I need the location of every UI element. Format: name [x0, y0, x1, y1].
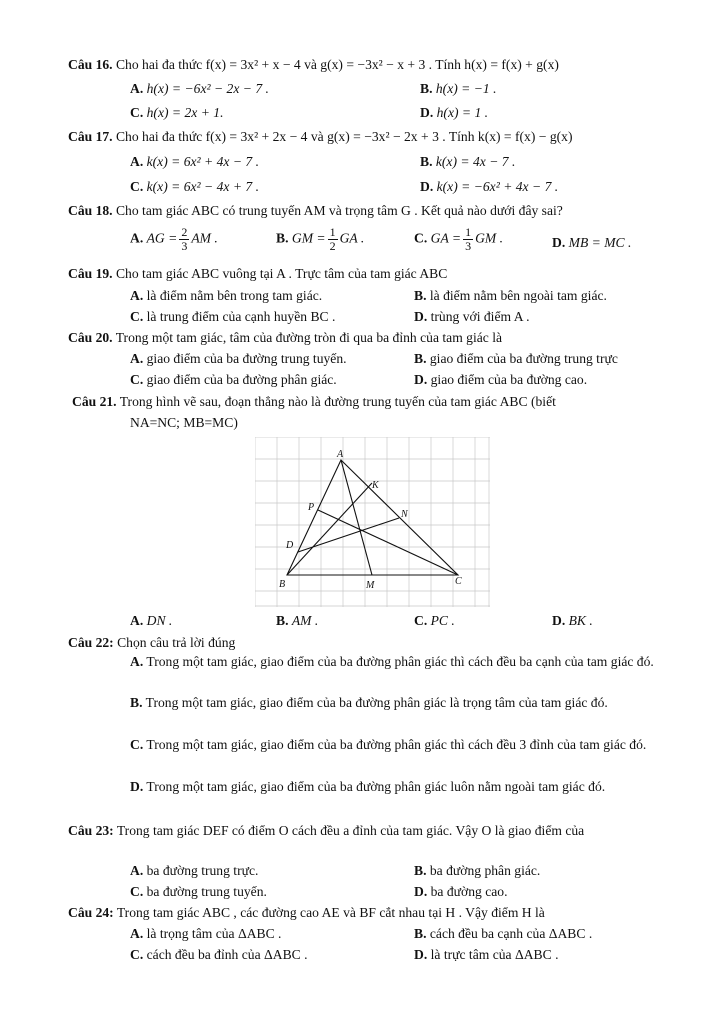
question-18-text: Cho tam giác ABC có trung tuyến AM và trọng tâm G . Kết quả nào dưới đây sai? [115, 203, 563, 218]
question-21 [72, 393, 556, 411]
q18-option-d[interactable]: D. MB = MC . [552, 235, 632, 250]
triangle-figure [255, 437, 490, 607]
q20-option-c[interactable]: C. giao điểm của ba đường phân giác. [130, 372, 337, 387]
q21-option-b[interactable]: B. AM . [276, 613, 319, 628]
q16-option-a[interactable]: A. h(x) = −6x² − 2x − 7 . [130, 81, 269, 96]
question-23-label: Câu 23: [68, 823, 114, 838]
q22-option-a[interactable]: A. Trong một tam giác, giao điểm của ba đường phân giác thì cách đều ba cạnh của tam giác đó. [130, 654, 654, 669]
label-b: B [279, 579, 286, 590]
q23-option-c[interactable]: C. ba đường trung tuyến. [130, 884, 267, 899]
question-24-text: Trong tam giác ABC , các đường cao AE và BF cắt nhau tại H . Vậy điểm H là [116, 905, 545, 920]
question-24 [68, 904, 545, 922]
label-a: A [337, 449, 344, 460]
q21-option-c[interactable]: C. PC . [414, 613, 455, 628]
question-17-label: Câu 17. [68, 129, 113, 144]
q16-option-c[interactable]: C. h(x) = 2x + 1. [130, 105, 224, 120]
q23-option-a[interactable]: A. ba đường trung trực. [130, 863, 259, 878]
q24-option-b[interactable]: B. cách đều ba cạnh của ΔABC . [414, 926, 593, 941]
q18-option-c[interactable]: C. GA = $\frac{1}{3}$ GM . [414, 225, 504, 253]
question-17-text: Cho hai đa thức f(x) = 3x² + 2x − 4 và g(x) = −3x² − 2x + 3 . Tính k(x) = f(x) − g(x) [115, 129, 573, 144]
question-21-text: Trong hình vẽ sau, đoạn thẳng nào là đường trung tuyến của tam giác ABC (biết [119, 394, 556, 409]
question-19 [68, 265, 447, 283]
q18-option-a[interactable]: A. AG = $\frac{2}{3}$ AM . [130, 225, 218, 253]
q16-option-d[interactable]: D. h(x) = 1 . [420, 105, 489, 120]
label-c: C [455, 576, 462, 587]
question-24-label: Câu 24: [68, 905, 114, 920]
q19-option-b[interactable]: B. là điểm nằm bên ngoài tam giác. [414, 288, 607, 303]
q24-option-d[interactable]: D. là trực tâm của ΔABC . [414, 947, 559, 962]
question-16 [68, 56, 559, 74]
question-23 [68, 820, 672, 841]
question-20-label: Câu 20. [68, 330, 113, 345]
fraction: $\frac{1}{2}$ [329, 225, 336, 253]
question-18 [68, 202, 563, 220]
q21-option-d[interactable]: D. BK . [552, 613, 593, 628]
segment-am [341, 460, 372, 575]
label-d: D [286, 540, 294, 551]
q24-option-c[interactable]: C. cách đều ba đỉnh của ΔABC . [130, 947, 308, 962]
question-21-text-continued: NA=NC; MB=MC) [130, 415, 238, 430]
q22-option-b[interactable]: B. Trong một tam giác, giao điểm của ba đường phân giác là trọng tâm của tam giác đó. [130, 695, 608, 710]
label-n: N [401, 509, 408, 520]
question-17 [68, 128, 573, 146]
fraction: $\frac{2}{3}$ [181, 225, 188, 253]
q17-option-a[interactable]: A. k(x) = 6x² + 4x − 7 . [130, 154, 259, 169]
label-m: M [366, 580, 375, 591]
question-18-label: Câu 18. [68, 203, 113, 218]
q20-option-b[interactable]: B. giao điểm của ba đường trung trực [414, 351, 618, 366]
fraction: $\frac{1}{3}$ [465, 225, 472, 253]
label-p: P [308, 502, 315, 513]
segment-pc [318, 510, 458, 575]
q20-option-d[interactable]: D. giao điểm của ba đường cao. [414, 372, 588, 387]
q16-option-b[interactable]: B. h(x) = −1 . [420, 81, 497, 96]
question-16-text: Cho hai đa thức f(x) = 3x² + x − 4 và g(x) = −3x² − x + 3 . Tính h(x) = f(x) + g(x) [115, 57, 559, 72]
q19-option-d[interactable]: D. trùng với điểm A . [414, 309, 530, 324]
q17-option-c[interactable]: C. k(x) = 6x² − 4x + 7 . [130, 179, 259, 194]
q20-option-a[interactable]: A. giao điểm của ba đường trung tuyến. [130, 351, 347, 366]
question-21-label: Câu 21. [72, 394, 117, 409]
q23-option-b[interactable]: B. ba đường phân giác. [414, 863, 541, 878]
question-22-text: Chọn câu trả lời đúng [117, 635, 236, 650]
label-k: K [372, 480, 379, 491]
question-19-label: Câu 19. [68, 266, 113, 281]
q23-option-d[interactable]: D. ba đường cao. [414, 884, 508, 899]
question-16-label: Câu 16. [68, 57, 113, 72]
question-22 [68, 634, 235, 652]
question-23-text: Trong tam giác DEF có điểm O cách đều a đỉnh của tam giác. Vậy O là giao điểm của [116, 823, 585, 838]
q24-option-a[interactable]: A. là trọng tâm của ΔABC . [130, 926, 282, 941]
q17-option-b[interactable]: B. k(x) = 4x − 7 . [420, 154, 516, 169]
question-22-label: Câu 22: [68, 635, 114, 650]
q19-option-c[interactable]: C. là trung điểm của cạnh huyền BC . [130, 309, 336, 324]
question-20-text: Trong một tam giác, tâm của đường tròn đi qua ba đỉnh của tam giác là [115, 330, 503, 345]
triangle-abc [287, 460, 458, 575]
q18-option-b[interactable]: B. GM = $\frac{1}{2}$ GA . [276, 225, 365, 253]
q22-option-d[interactable]: D. Trong một tam giác, giao điểm của ba đường phân giác luôn nằm ngoài tam giác đó. [130, 779, 606, 794]
q17-option-d[interactable]: D. k(x) = −6x² + 4x − 7 . [420, 179, 559, 194]
q19-option-a[interactable]: A. là điểm nằm bên trong tam giác. [130, 288, 323, 303]
q21-option-a[interactable]: A. DN . [130, 613, 173, 628]
question-20 [68, 329, 502, 347]
question-19-text: Cho tam giác ABC vuông tại A . Trực tâm của tam giác ABC [115, 266, 448, 281]
q22-option-c[interactable]: C. Trong một tam giác, giao điểm của ba đường phân giác thì cách đều 3 đỉnh của tam giác đó. [130, 737, 647, 752]
